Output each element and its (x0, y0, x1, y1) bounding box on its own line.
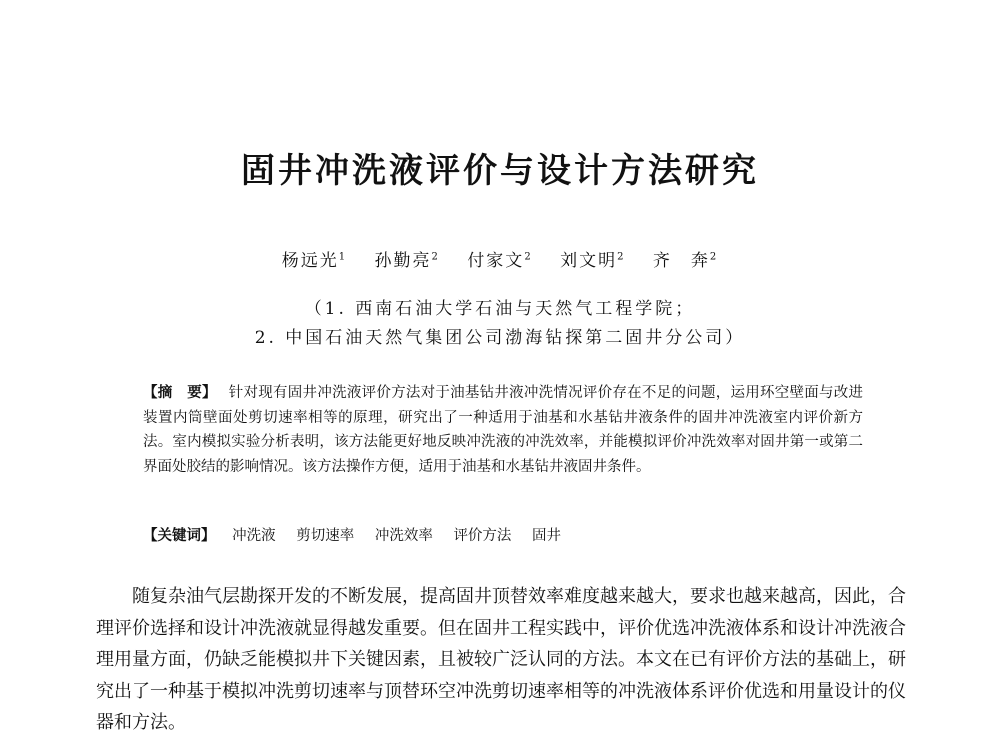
abstract-text: 针对现有固井冲洗液评价方法对于油基钻井液冲洗情况评价存在不足的问题，运用环空壁面与改进装置内筒壁面处剪切速率相等的原理，研究出了一种适用于油基和水基钻井液条件的固井冲洗液室内评价新方法。室内模拟实验分析表明，该方法能更好地反映冲洗液的冲洗效率，并能模拟评价冲洗效率对固井第一或第二界面处胶结的影响情况。该方法操作方便，适用于油基和水基钻井液固井条件。 (143, 385, 864, 475)
keywords (143, 524, 863, 548)
abstract (143, 381, 863, 479)
author-name: 刘文明 (560, 251, 618, 271)
author-affiliation-mark: 2 (431, 251, 440, 263)
author-list (0, 246, 1000, 271)
author (560, 251, 625, 271)
author (282, 251, 347, 271)
affiliation-line: （1. 西南石油大学石油与天然气工程学院； (304, 299, 696, 319)
author-affiliation-mark: 2 (617, 251, 626, 263)
author-affiliation-mark: 2 (709, 251, 719, 263)
author-name: 杨远光 (281, 251, 339, 271)
author-name: 付家文 (467, 251, 525, 271)
author-name: 齐 奔 (652, 251, 710, 271)
keyword: 固井 (532, 528, 562, 544)
keyword: 冲洗液 (232, 528, 276, 544)
keywords-label: 【关键词】 (143, 528, 216, 544)
author (467, 251, 532, 271)
author-affiliation-mark: 2 (524, 251, 533, 263)
author (653, 251, 718, 271)
author-name: 孙勤亮 (374, 251, 432, 271)
author (375, 251, 440, 271)
intro-paragraph: 随复杂油气层勘探开发的不断发展，提高固井顶替效率难度越来越大，要求也越来越高，因此，合理评价选择和设计冲洗液就显得越发重要。但在固井工程实践中，评价优选冲洗液体系和设计冲洗液合理用量方面，仍缺乏能模拟井下关键因素，且被较广泛认同的方法。本文在已有评价方法的基础上，研究出了一种基于模拟冲洗剪切速率与顶替环空冲洗剪切速率相等的冲洗液体系评价优选和用量设计的仪器和方法。 (96, 586, 906, 733)
affiliation-line: 2. 中国石油天然气集团公司渤海钻探第二固井分公司） (254, 328, 746, 348)
keyword: 评价方法 (453, 528, 512, 544)
paper-title: 固井冲洗液评价与设计方法研究 (241, 151, 759, 191)
keyword: 剪切速率 (296, 528, 355, 544)
author-affiliation-mark: 1 (338, 251, 348, 263)
keyword: 冲洗效率 (374, 528, 433, 544)
abstract-label: 【摘 要】 (143, 385, 217, 401)
